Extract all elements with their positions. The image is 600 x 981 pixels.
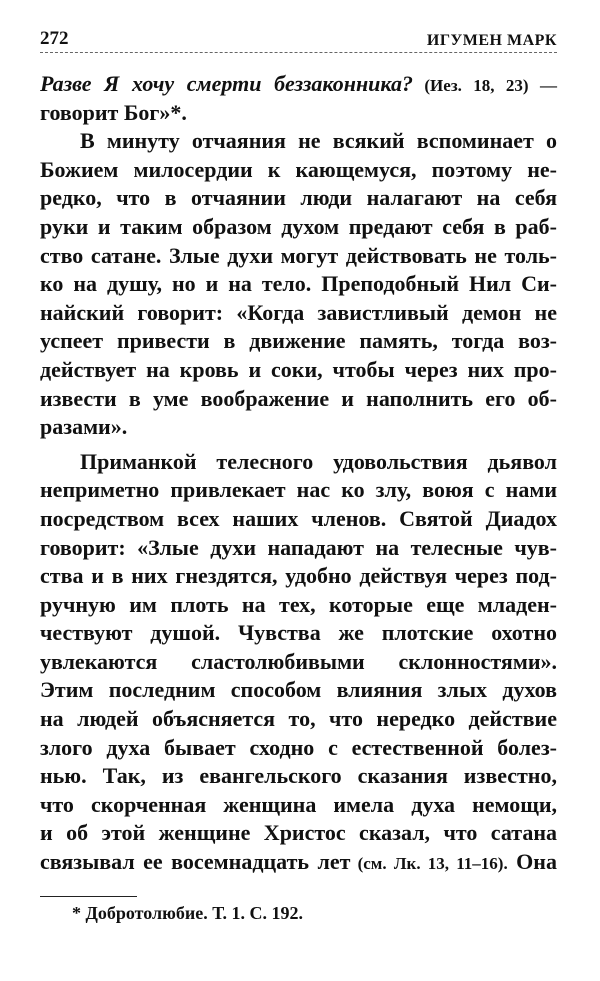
line-text: ство сатане. Злые духи могут действовать не толь- — [40, 242, 557, 268]
text-line — [40, 127, 557, 156]
text-line — [40, 762, 557, 791]
text-line — [40, 619, 557, 648]
text-line — [40, 213, 557, 242]
line-text: найский говорит: «Когда завистливый демон не — [40, 299, 557, 325]
line-text: злого духа бывает сходно с естественной болез- — [40, 734, 557, 760]
text-line — [40, 242, 557, 271]
footnote: * Добротолюбие. Т. 1. С. 192. — [72, 903, 303, 923]
line-text: ко на душу, но и на тело. Преподобный Нил Си- — [40, 271, 557, 297]
line-text: руки и таким образом духом предают себя в раб- — [40, 213, 557, 239]
text-line — [40, 299, 557, 328]
line-text: Божием милосердии к кающемуся, поэтому не- — [40, 156, 557, 182]
text-line — [40, 591, 557, 620]
line-text: говорит Бог»*. — [40, 99, 187, 125]
text-line — [40, 448, 557, 477]
page-number: 272 — [40, 28, 69, 49]
text-line — [40, 505, 557, 534]
line-text: редко, что в отчаянии люди налагают на себя — [40, 185, 557, 211]
text-line — [40, 327, 557, 356]
line-text: и об этой женщине Христос сказал, что сатана — [40, 820, 557, 846]
text-line — [40, 848, 557, 877]
text-line — [40, 385, 557, 414]
line-text: увлекаются сластолюбивыми склонностями». — [40, 648, 557, 674]
line-text: В минуту отчаяния не всякий вспоминает о — [80, 128, 557, 154]
line-text: ручную им плоть на тех, которые еще младен- — [40, 591, 557, 617]
line-text: действует на кровь и соки, чтобы через них про- — [40, 356, 557, 382]
line-text: нью. Так, из евангельского сказания известно, — [40, 763, 557, 789]
line-text: на людей объясняется то, что нередко действие — [40, 706, 557, 732]
text-line — [40, 648, 557, 677]
header-divider — [40, 52, 557, 53]
body-text — [40, 70, 557, 877]
text-line — [40, 413, 557, 442]
line-text: Она — [507, 849, 557, 875]
text-line — [40, 70, 557, 99]
text-line — [40, 562, 557, 591]
line-text: посредством всех наших членов. Святой Диадох — [40, 505, 557, 531]
line-text: разами». — [40, 414, 128, 440]
line-text: Приманкой телесного удовольствия дьявол — [80, 448, 557, 474]
line-text: успеет привести в движение память, тогда воз- — [40, 328, 557, 354]
line-text: извести в уме воображение и наполнить его об- — [40, 385, 557, 411]
line-text: что скорченная женщина имела духа немощи, — [40, 791, 557, 817]
footnote-divider — [40, 896, 137, 897]
text-line — [40, 156, 557, 185]
text-line — [40, 676, 557, 705]
text-line — [40, 184, 557, 213]
running-header — [40, 24, 557, 50]
line-text: ства и в них гнездятся, удобно действуя через под- — [40, 563, 557, 589]
text-line — [40, 705, 557, 734]
reference-text: (см. Лк. 13, 11–16). — [350, 854, 508, 874]
line-text: чествуют душой. Чувства же плотские охотно — [40, 620, 557, 646]
line-text: Этим последним способом влияния злых духов — [40, 677, 557, 703]
text-line — [40, 476, 557, 505]
line-text: связывал ее восемнадцать лет — [40, 849, 351, 875]
line-text: говорит: «Злые духи нападают на телесные чув- — [40, 534, 557, 560]
text-line — [40, 791, 557, 820]
text-line — [40, 356, 557, 385]
running-title: ИГУМЕН МАРК — [426, 32, 557, 49]
text-line — [40, 99, 557, 128]
text-line — [40, 270, 557, 299]
quote-text: Разве Я хочу смерти беззаконника? — [40, 71, 413, 96]
text-line — [40, 534, 557, 563]
text-line — [40, 734, 557, 763]
reference-text: (Иез. 18, 23) — — [413, 76, 557, 95]
text-line — [40, 819, 557, 848]
line-text: неприметно привлекает нас ко злу, воюя с нами — [40, 477, 557, 503]
